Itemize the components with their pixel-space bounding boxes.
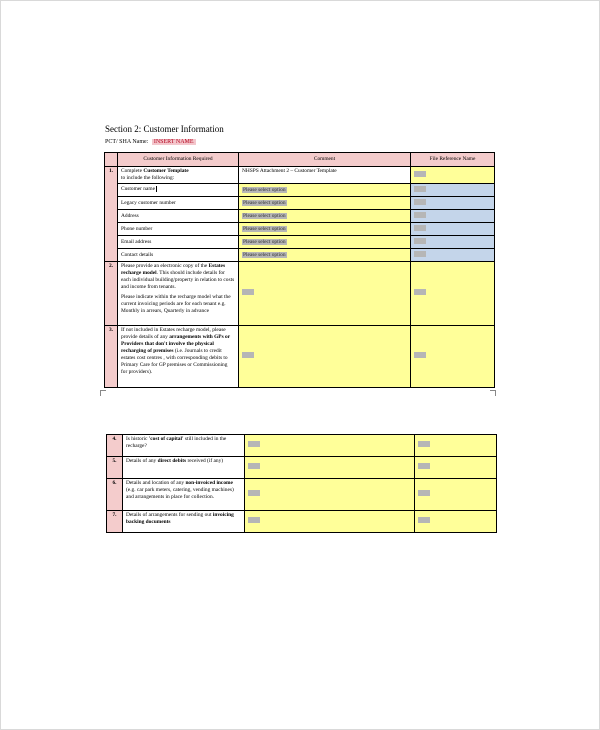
header-comment: Comment — [239, 153, 411, 167]
row-number: 6. — [107, 479, 123, 511]
row4-comment[interactable] — [245, 435, 415, 457]
row1-comment[interactable]: NHSPS Attachment 2 – Customer Template — [239, 167, 411, 184]
subitem-row — [105, 197, 495, 210]
subitem-label: Phone number — [118, 223, 239, 236]
row-number: 7. — [107, 511, 123, 533]
subitem-select[interactable]: Please select option — [239, 197, 411, 210]
section-title: Section 2: Customer Information — [105, 124, 224, 134]
customer-info-table-1 — [104, 152, 495, 388]
insert-name-field[interactable]: INSERT NAME — [153, 139, 194, 145]
row-number: 3. — [105, 326, 118, 388]
subitem-row — [105, 249, 495, 262]
pct-name-line — [105, 139, 196, 145]
row-number: 1. — [105, 167, 118, 262]
subitem-file-ref[interactable] — [411, 184, 495, 197]
row5-comment[interactable] — [245, 457, 415, 479]
subitem-label: Address — [118, 210, 239, 223]
crop-mark-left — [100, 390, 106, 396]
row4-file-ref[interactable] — [415, 435, 497, 457]
row2-text: Please provide an electronic copy of the Estates recharge model. This should include details for each individual building/property in relation to costs and income from tenants. Please indicate within the recharge model what the current invoicing periods are for each tenant e.g. Monthly in arrears, Quarterly in advance — [118, 262, 239, 326]
subitem-label: Customer name — [118, 184, 239, 197]
table-row — [107, 511, 497, 533]
table-row — [105, 326, 495, 388]
subitem-select[interactable]: Please select option — [239, 223, 411, 236]
pct-label: PCT/ SHA Name: — [105, 139, 149, 145]
table-row — [105, 262, 495, 326]
row6-file-ref[interactable] — [415, 479, 497, 511]
subitem-file-ref[interactable] — [411, 236, 495, 249]
subitem-file-ref[interactable] — [411, 223, 495, 236]
table-header-row — [105, 153, 495, 167]
crop-mark-right — [490, 390, 496, 396]
subitem-file-ref[interactable] — [411, 210, 495, 223]
subitem-select[interactable]: Please select option — [239, 249, 411, 262]
table-row — [107, 435, 497, 457]
row7-comment[interactable] — [245, 511, 415, 533]
row4-text: Is historic 'cost of capital' still included in the recharge? — [123, 435, 245, 457]
subitem-select[interactable]: Please select option — [239, 184, 411, 197]
row6-comment[interactable] — [245, 479, 415, 511]
subitem-row — [105, 223, 495, 236]
header-customer-info: Customer Information Required — [118, 153, 239, 167]
subitem-row — [105, 184, 495, 197]
row7-file-ref[interactable] — [415, 511, 497, 533]
subitem-row — [105, 236, 495, 249]
header-blank — [105, 153, 118, 167]
row2-file-ref[interactable] — [411, 262, 495, 326]
table-row — [107, 479, 497, 511]
row-number: 2. — [105, 262, 118, 326]
row2-comment[interactable] — [239, 262, 411, 326]
subitem-file-ref[interactable] — [411, 197, 495, 210]
table-row — [105, 167, 495, 184]
subitem-label: Contact details — [118, 249, 239, 262]
row1-file-ref[interactable] — [411, 167, 495, 184]
row3-text: If not included in Estates recharge model, please provide details of any arrangements with GPs or Providers that don't involve the physical recharging of premises (i.e. Journals to credit estates cost centres , with corresponding debits to Primary Care for GP premises or Commissioning for providers). — [118, 326, 239, 388]
row5-file-ref[interactable] — [415, 457, 497, 479]
subitem-label: Legacy customer number — [118, 197, 239, 210]
row3-comment[interactable] — [239, 326, 411, 388]
row5-text: Details of any direct debits received (if any) — [123, 457, 245, 479]
row-number: 4. — [107, 435, 123, 457]
subitem-file-ref[interactable] — [411, 249, 495, 262]
row7-text: Details of arrangements for sending out invoicing backing documents — [123, 511, 245, 533]
row1-text: Complete Customer Template to include the following: — [118, 167, 239, 184]
subitem-select[interactable]: Please select option — [239, 236, 411, 249]
row6-text: Details and location of any non-invoiced income (e.g. car park meters, catering, vending machines) and arrangements in place for collection. — [123, 479, 245, 511]
row3-file-ref[interactable] — [411, 326, 495, 388]
subitem-select[interactable]: Please select option — [239, 210, 411, 223]
subitem-row — [105, 210, 495, 223]
subitem-label: Email address — [118, 236, 239, 249]
customer-info-table-2 — [106, 434, 497, 533]
table-row — [107, 457, 497, 479]
row-number: 5. — [107, 457, 123, 479]
header-file-reference: File Reference Name — [411, 153, 495, 167]
